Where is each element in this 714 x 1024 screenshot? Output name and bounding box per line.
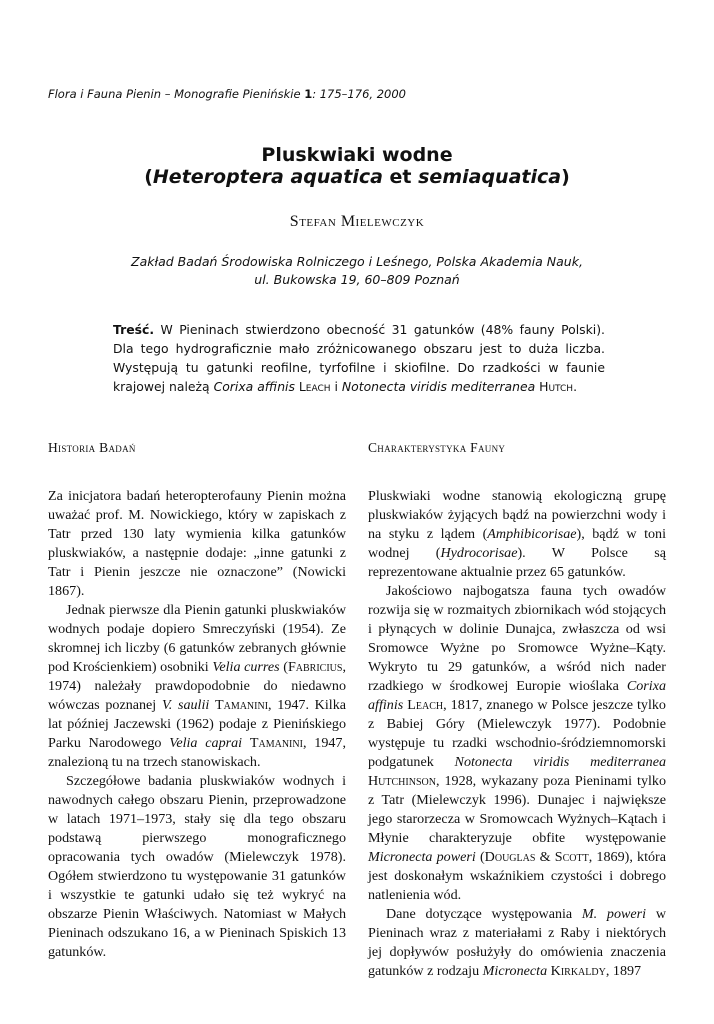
- article-title-line1: Pluskwiaki wodne: [261, 144, 453, 166]
- taxon-aquatica: Heteroptera aquatica: [152, 166, 383, 188]
- affiliation-line1: Zakład Badań Środowiska Rolniczego i Leśnego, Polska Akademia Nauk,: [131, 254, 583, 269]
- paragraph: Jednak pierwsze dla Pienin gatunki pluskwiaków wodnych podaje dopiero Smreczyński (1954). Ze skromnej ich liczby (6 gatunków zebranych głównie pod Krościenkiem) osobniki Velia curres (Fabricius, 1974) należały prawdopodobnie do niedawno wówczas poznanej V. saulii Tamanini, 1947. Kilka lat później Jaczewski (1962) podaje z Pienińskiego Parku Narodowego Velia caprai Tamanini, 1947, znalezioną tu na trzech stanowiskach.: [48, 602, 346, 770]
- taxon-semiaquatica: semiaquatica: [418, 166, 562, 188]
- abstract-label: Treść.: [113, 322, 155, 337]
- affiliation-line2: ul. Bukowska 19, 60–809 Poznań: [254, 272, 460, 287]
- paragraph: Pluskwiaki wodne stanowią ekologiczną grupę pluskwiaków żyjących bądź na powierzchni wody i na styku z lądem (Amphibicorisae), bądź w toni wodnej (Hydrocorisae). W Polsce są reprezentowane aktualnie przez 65 gatunków.: [368, 488, 666, 580]
- volume-number: 1: [304, 87, 313, 101]
- paragraph: Jakościowo najbogatsza fauna tych owadów rozwija się w rozmaitych zbiornikach wód stojących i płynących w dolinie Dunajca, zwłaszcza od wsi Sromowce Wyżne po Sromowce Wyżne–Kąty. Wykryto tu 29 gatunków, a wśród nich nader rzadkiego w środkowej Europie wioślaka Corixa affinis Leach, 1817, znanego w Polsce jeszcze tylko z Babiej Góry (Mielewczyk 1977). Podobnie występuje tu rzadki wschodnio-śródziemnomorski podgatunek Notonecta viridis mediterranea Hutchinson, 1928, wykazany poza Pieninami tylko z Tatr (Mielewczyk 1996). Dunajec i największe jego starorzecza w Sromowcach Wyżnych–Kątach i Młynie charakteryzuje obfite występowanie Micronecta poweri (Douglas & Scott, 1869), która jest doskonałym wskaźnikiem czystości i dobrego natlenienia wód.: [368, 583, 666, 903]
- paragraph: Za inicjatora badań heteropterofauny Pienin można uważać prof. M. Nowickiego, który w zapiskach z Tatr przed 130 laty wymienia kilka gatunków pluskwiaków, a następnie dodaje: „inne gatunki z Tatr i Pienin jeszcze nie oznaczone” (Nowicki 1867).: [48, 488, 346, 599]
- left-column: [48, 440, 346, 962]
- page-range: : 175–176, 2000: [312, 87, 406, 101]
- article-title-line2: (Heteroptera aquatica et semiaquatica): [144, 166, 570, 188]
- author-name: Stefan Mielewczyk: [289, 213, 425, 230]
- paragraph: Szczegółowe badania pluskwiaków wodnych i nawodnych całego obszaru Pienin, przeprowadzone w latach 1971–1973, stały się dla tego obszaru podstawą pierwszego monograficznego opracowania tych owadów (Mielewczyk 1978). Ogółem stwierdzono tu występowanie 31 gatunków i wszystkie te gatunki udało się też wykryć na obszarze Pienin Właściwych. Natomiast w Małych Pieninach odszukano 16, a w Pieninach Spiskich 13 gatunków.: [48, 773, 346, 960]
- section-heading-history: Historia Badań: [48, 440, 136, 455]
- journal-name: Flora i Fauna Pienin – Monografie Pienińskie: [48, 87, 301, 101]
- section-heading-fauna: Charakterystyka Fauny: [368, 440, 506, 455]
- right-column: [368, 440, 666, 981]
- paragraph: Dane dotyczące występowania M. poweri w Pieninach wraz z materiałami z Raby i niektórych jej dopływów posłużyły do omówienia znaczenia gatunków z rodzaju Micronecta Kirkaldy, 1897: [368, 906, 666, 979]
- abstract: Treść. W Pieninach stwierdzono obecność 31 gatunków (48% fauny Polski). Dla tego hydrograficznie mało zróżnicowanego obszaru jest to duża liczba. Występują tu gatunki reofilne, tyrfofilne i skiofilne. Do rzadkości w faunie krajowej należą Corixa affinis Leach i Notonecta viridis mediterranea Hutch.: [113, 322, 605, 394]
- running-head: [48, 87, 406, 101]
